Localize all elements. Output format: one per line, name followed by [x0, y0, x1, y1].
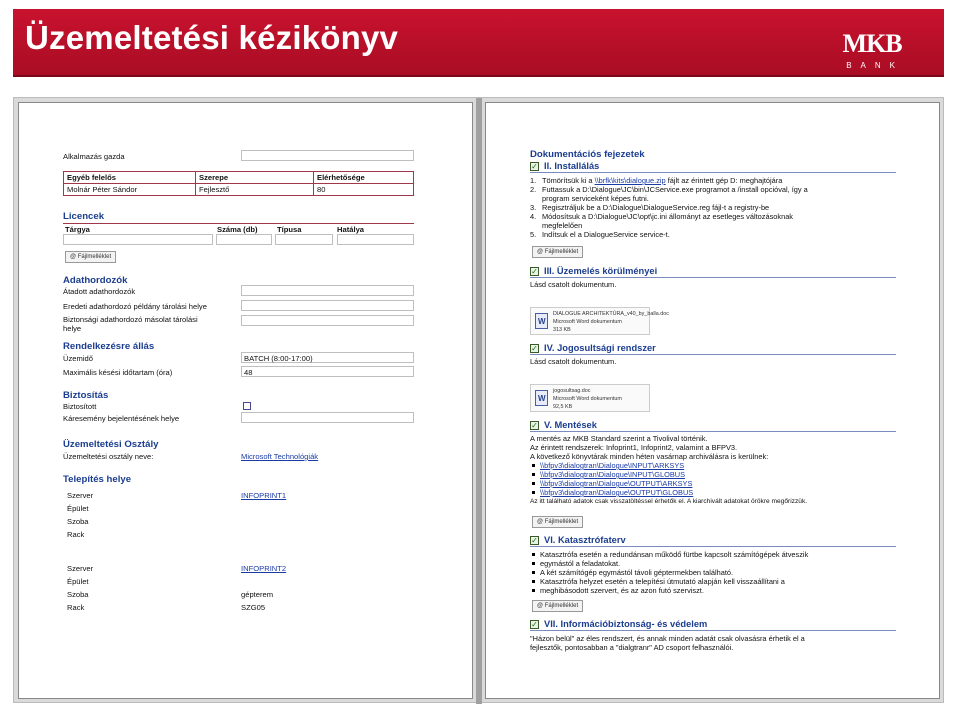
licences-heading: Licencek	[63, 211, 105, 222]
claim-place-field[interactable]	[241, 412, 414, 423]
word-doc-icon	[535, 313, 548, 329]
list-item: Katasztrófa esetén a redundánsan működő fürtbe kapcsolt számítógépek átveszik	[530, 550, 888, 559]
list-item: 4. Módosítsuk a D:\Dialogue\JC\opt\jc.ini állományt az esetleges változásoknak	[530, 212, 793, 221]
ops-dept-link[interactable]: Microsoft Technológiák	[241, 452, 319, 461]
title-banner	[13, 9, 944, 75]
paperclip-icon: @	[537, 603, 545, 609]
check-icon[interactable]: ✓	[531, 267, 538, 276]
check-icon[interactable]: ✓	[531, 421, 538, 430]
media-heading: Adathordozók	[63, 275, 128, 286]
table-row	[64, 184, 414, 196]
table-cell: 80	[314, 184, 414, 196]
logo-sub: BANK	[846, 61, 904, 70]
uptime-field[interactable]: BATCH (8:00-17:00)	[241, 352, 414, 363]
dialogue-zip-link[interactable]: \\brfk\kits\dialogue.zip	[594, 176, 666, 185]
screenshot-frame	[13, 97, 944, 703]
site2-room-label: Szoba	[67, 590, 89, 599]
backup-media-field[interactable]	[241, 315, 414, 326]
list-item: Katasztrófa helyzet esetén a telepítési útmutató alapján kell visszaállítani a	[530, 577, 888, 586]
backup-path-link[interactable]: \\bfpv3\dialogtran\Dialogue\OUTPUT\ARKSYS	[540, 479, 693, 488]
list-item: 2. Futtassuk a D:\Dialogue\JC\bin\JCService.exe programot a /install opcióval, így a	[530, 185, 808, 194]
site1-room-label: Szoba	[67, 517, 89, 526]
doc-chapters-heading: Dokumentációs fejezetek	[530, 149, 645, 160]
env-attached-file[interactable]: W DIALOGUE ARCHITEKTÚRA_v40_by_balla.doc Microsoft Word dokumentum 313 KB	[530, 307, 650, 335]
attachment-button[interactable]: @ Fájlmelléklet	[65, 251, 116, 263]
licence-col-subject: Tárgya	[65, 225, 90, 234]
original-media-field[interactable]	[241, 300, 414, 311]
section-title: V. Mentések	[544, 420, 597, 430]
licence-col-count: Száma (db)	[217, 225, 258, 234]
paperclip-icon: @	[537, 249, 545, 255]
section-install-header[interactable]	[530, 161, 896, 173]
env-note: Lásd csatolt dokumentum.	[530, 280, 617, 289]
right-document-pane	[485, 102, 940, 699]
max-delay-field[interactable]: 48	[241, 366, 414, 377]
logo-mark: MKB	[842, 29, 902, 58]
pane-divider	[476, 98, 482, 704]
install-place-heading: Telepítés helye	[63, 474, 132, 485]
section-disaster-header[interactable]	[530, 535, 896, 547]
site2-rack-value: SZG05	[241, 603, 266, 612]
uptime-label: Üzemidő	[63, 354, 93, 363]
app-owner-label: Alkalmazás gazda	[63, 152, 125, 161]
site1-rack-label: Rack	[67, 530, 85, 539]
attachment-button[interactable]: @ Fájlmelléklet	[532, 516, 583, 528]
insured-checkbox[interactable]	[243, 402, 251, 410]
list-item: A két számítógép egymástól távoli géptermekben található.	[530, 568, 888, 577]
section-title: II. Installálás	[544, 161, 600, 171]
table-cell: Fejlesztő	[196, 184, 314, 196]
check-icon[interactable]: ✓	[531, 344, 538, 353]
licence-col-validity: Hatálya	[337, 225, 365, 234]
word-doc-icon	[535, 390, 548, 406]
list-item: 5. Indítsuk el a DialogueService service-t.	[530, 230, 670, 239]
backup-content: A mentés az MKB Standard szerint a Tivolival történik. Az érintett rendszerek: Infoprint1, Infoprint2, valamint a BFPV3. A következő könyvtárak minden héten vasárnap archiválásra is kerülnek: \\bfpv3\dialogtran\Dialogue\INPUT\ARKSYS \\bfpv3\dialogtran\Dialogue\INPUT\GLOBUS \\bfpv3\dialogtran\Dialogue\OUTPUT\ARKSYS \\bfpv3\dialogtran\Dialogue\OUTPUT\GLOBUS Az itt található adatok csak visszatöltéssel érhetők el. A kiarchivált adatokat örökre megőrizzük.	[530, 434, 888, 506]
paperclip-icon: @	[537, 519, 545, 525]
original-media-label: Eredeti adathordozó példány tárolási helye	[63, 302, 207, 311]
backup-path-link[interactable]: \\bfpv3\dialogtran\Dialogue\INPUT\ARKSYS	[540, 461, 685, 470]
section-rights-header[interactable]	[530, 343, 896, 355]
section-env-header[interactable]	[530, 266, 896, 278]
licence-count-field[interactable]	[216, 234, 272, 245]
list-item: 1. Tömörítsük ki a \\brfk\kits\dialogue.zip fájlt az érintett gép D: meghajtójára	[530, 176, 783, 185]
backup-path-link[interactable]: \\bfpv3\dialogtran\Dialogue\OUTPUT\GLOBUS	[540, 488, 694, 497]
list-item	[530, 488, 888, 497]
site1-server-link[interactable]: INFOPRINT1	[241, 491, 287, 500]
availability-heading: Rendelkezésre állás	[63, 341, 155, 352]
list-item: megfelelően	[542, 221, 583, 230]
insured-label: Biztosított	[63, 402, 97, 411]
other-responsibles-table	[63, 171, 414, 196]
backup-path-link[interactable]: \\bfpv3\dialogtran\Dialogue\INPUT\GLOBUS	[540, 470, 686, 479]
table-cell: Molnár Péter Sándor	[64, 184, 196, 196]
attachment-button[interactable]: @ Fájlmelléklet	[532, 600, 583, 612]
col-header: Egyéb felelős	[64, 172, 196, 184]
rights-note: Lásd csatolt dokumentum.	[530, 357, 617, 366]
install-steps	[530, 176, 888, 239]
licence-subject-field[interactable]	[63, 234, 213, 245]
section-title: VII. Információbiztonság- és védelem	[544, 619, 708, 629]
max-delay-label: Maximális késési időtartam (óra)	[63, 368, 173, 377]
app-owner-field[interactable]	[241, 150, 414, 161]
handed-media-label: Átadott adathordozók	[63, 287, 136, 296]
site2-rack-label: Rack	[67, 603, 85, 612]
list-item-cont: meghibásodott szervert, és az azon futó szerviszt.	[530, 586, 888, 595]
col-header: Szerepe	[196, 172, 314, 184]
section-security-header[interactable]	[530, 619, 896, 631]
site1-building-label: Épület	[67, 504, 89, 513]
disaster-content	[530, 550, 888, 595]
backup-media-label-2: helye	[63, 324, 82, 333]
list-item: program serviceként képes futni.	[542, 194, 649, 203]
paperclip-icon: @	[70, 254, 78, 260]
section-title: IV. Jogosultsági rendszer	[544, 343, 656, 353]
site2-server-label: Szerver	[67, 564, 94, 573]
page-title: Üzemeltetési kézikönyv	[25, 19, 399, 56]
licence-type-field[interactable]	[275, 234, 333, 245]
list-item	[530, 470, 888, 479]
site2-room-value: gépterem	[241, 590, 274, 599]
check-icon[interactable]: ✓	[531, 620, 538, 629]
ops-dept-heading: Üzemeltetési Osztály	[63, 439, 159, 450]
licence-validity-field[interactable]	[337, 234, 414, 245]
insurance-heading: Biztosítás	[63, 390, 109, 401]
ops-dept-name-label: Üzemeltetési osztály neve:	[63, 452, 154, 461]
site2-building-label: Épület	[67, 577, 89, 586]
rights-attached-file[interactable]: W jogosultsag.doc Microsoft Word dokumentum 92,5 KB	[530, 384, 650, 412]
site2-server-link[interactable]: INFOPRINT2	[241, 564, 287, 573]
site1-server-label: Szerver	[67, 491, 94, 500]
list-item-cont: egymástól a feladatokat.	[530, 559, 888, 568]
check-icon[interactable]: ✓	[531, 162, 538, 171]
handed-media-field[interactable]	[241, 285, 414, 296]
list-item: 3. Regisztráljuk be a D:\Dialogue\DialogueService.reg fájl-t a registry-be	[530, 203, 770, 212]
left-document-pane	[18, 102, 473, 699]
licence-col-type: Típusa	[277, 225, 302, 234]
section-title: III. Üzemelés körülményei	[544, 266, 658, 276]
backup-media-label-1: Biztonsági adathordozó másolat tárolási	[63, 315, 198, 324]
col-header: Elérhetősége	[314, 172, 414, 184]
security-content: "Házon belül" az éles rendszert, és annak minden adatát csak olvasásra érhetik el a fejlesztők, pontosabban a "dialgtranr" AD csoport felhasználói.	[530, 634, 805, 652]
claim-place-label: Káresemény bejelentésének helye	[63, 414, 180, 423]
section-backup-header[interactable]	[530, 420, 896, 432]
list-item	[530, 479, 888, 488]
check-icon[interactable]: ✓	[531, 536, 538, 545]
list-item	[530, 461, 888, 470]
attachment-button[interactable]: @ Fájlmelléklet	[532, 246, 583, 258]
mkb-logo	[840, 29, 904, 70]
licences-rule	[63, 223, 414, 224]
section-title: VI. Katasztrófaterv	[544, 535, 626, 545]
